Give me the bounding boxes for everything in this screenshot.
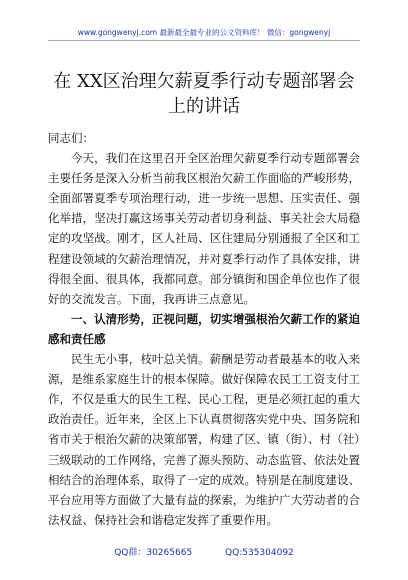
contact-footer [0,545,408,558]
site-header-banner: www.gongwenyj.com 最新最全最专业的公文资料库！ 微信：gongwenyj [77,28,331,37]
qq-number-text: QQ:535304092 [225,548,294,558]
qq-group-text: QQ群：30265665 [114,548,193,558]
salutation: 同志们： [48,131,94,145]
section-paragraph: 民生无小事，枝叶总关情。薪酬是劳动者最基本的收入来源，是维系家庭生计的根本保障。做好保障农民工工资支付工作，不仅是重大的民生工程、民心工程，更是必须扛起的重大政治责任。近年来，全区上下认真贯彻落实党中央、国务院和省市关于根治欠薪的决策部署，构建了区、镇（街）、村（社）三级联动的工作网络，完善了源头预防、动态监管、依法处置相结合的治理体系，取得了一定的成效。特别是在制度建设、平台应用等方面做了大量有益的探索，为维护广大劳动者的合法权益、保持社会和谐稳定发挥了重要作用。 [48,352,360,527]
document-body [48,128,360,530]
document-title: 在 XX区治理欠薪夏季行动专题部署会上的讲话 [53,71,355,117]
header-divider [48,40,360,41]
intro-paragraph: 今天，我们在这里召开全区治理欠薪夏季行动专题部署会主要任务是深入分析当前我区根治欠薪工作面临的严峻形势，全面部署夏季专项治理行动，进一步统一思想、压实责任、强化举措，坚决打赢这场事关劳动者切身利益、事关社会大局稳定的攻坚战。刚才，区人社局、区住建局分别通报了全区和工程建设领域的欠薪治理情况，并对夏季行动作了具体安排，讲得很全面、很具体，我都同意。部分镇街和国企单位也作了很好的交流发言。下面，我再讲三点意见。 [48,151,360,306]
section-heading: 一、认清形势，正视问题，切实增强根治欠薪工作的紧迫感和责任感 [48,311,360,346]
